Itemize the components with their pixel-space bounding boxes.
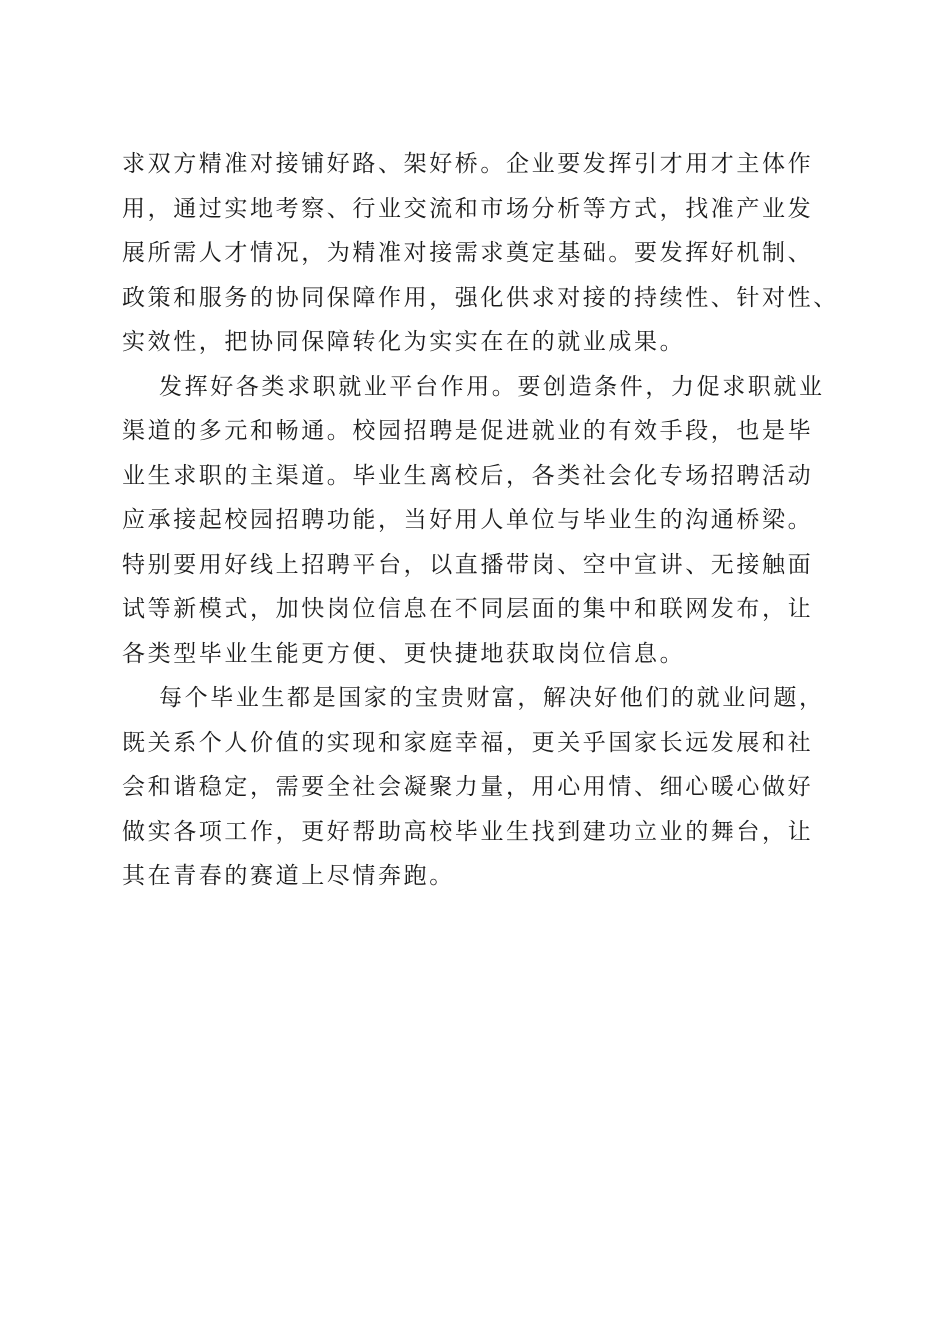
text-line: 试等新模式，加快岗位信息在不同层面的集中和联网发布，让: [122, 596, 814, 622]
paragraph-1: [122, 142, 839, 365]
text-line: 发挥好各类求职就业平台作用。要创造条件，力促求职就业: [159, 373, 825, 400]
text-line: 既关系个人价值的实现和家庭幸福，更关乎国家长远发展和社: [122, 729, 814, 756]
text-line: 业生求职的主渠道。毕业生离校后，各类社会化专场招聘活动: [122, 462, 814, 489]
text-line: 展所需人才情况，为精准对接需求奠定基础。要发挥好机制、: [122, 240, 814, 266]
text-line: 应承接起校园招聘功能，当好用人单位与毕业生的沟通桥梁。: [122, 507, 814, 533]
text-line: 各类型毕业生能更方便、更快捷地获取岗位信息。: [122, 640, 686, 667]
text-line: 做实各项工作，更好帮助高校毕业生找到建功立业的舞台，让: [122, 818, 814, 845]
text-line: 每个毕业生都是国家的宝贵财富，解决好他们的就业问题，: [159, 685, 825, 711]
paragraph-2: [122, 365, 832, 677]
text-line: 会和谐稳定，需要全社会凝聚力量，用心用情、细心暖心做好: [122, 774, 814, 800]
text-line: 特别要用好线上招聘平台，以直播带岗、空中宣讲、无接触面: [122, 551, 814, 578]
paragraph-3: [122, 676, 832, 899]
text-line: 政策和服务的协同保障作用，强化供求对接的持续性、针对性、: [122, 284, 839, 311]
body-text: [122, 142, 839, 899]
text-line: 渠道的多元和畅通。校园招聘是促进就业的有效手段，也是毕: [122, 418, 814, 444]
text-line: 实效性，把协同保障转化为实实在在的就业成果。: [122, 329, 686, 355]
text-line: 其在青春的赛道上尽情奔跑。: [122, 863, 455, 889]
text-line: 用，通过实地考察、行业交流和市场分析等方式，找准产业发: [122, 195, 814, 222]
text-line: 求双方精准对接铺好路、架好桥。企业要发挥引才用才主体作: [122, 151, 814, 177]
